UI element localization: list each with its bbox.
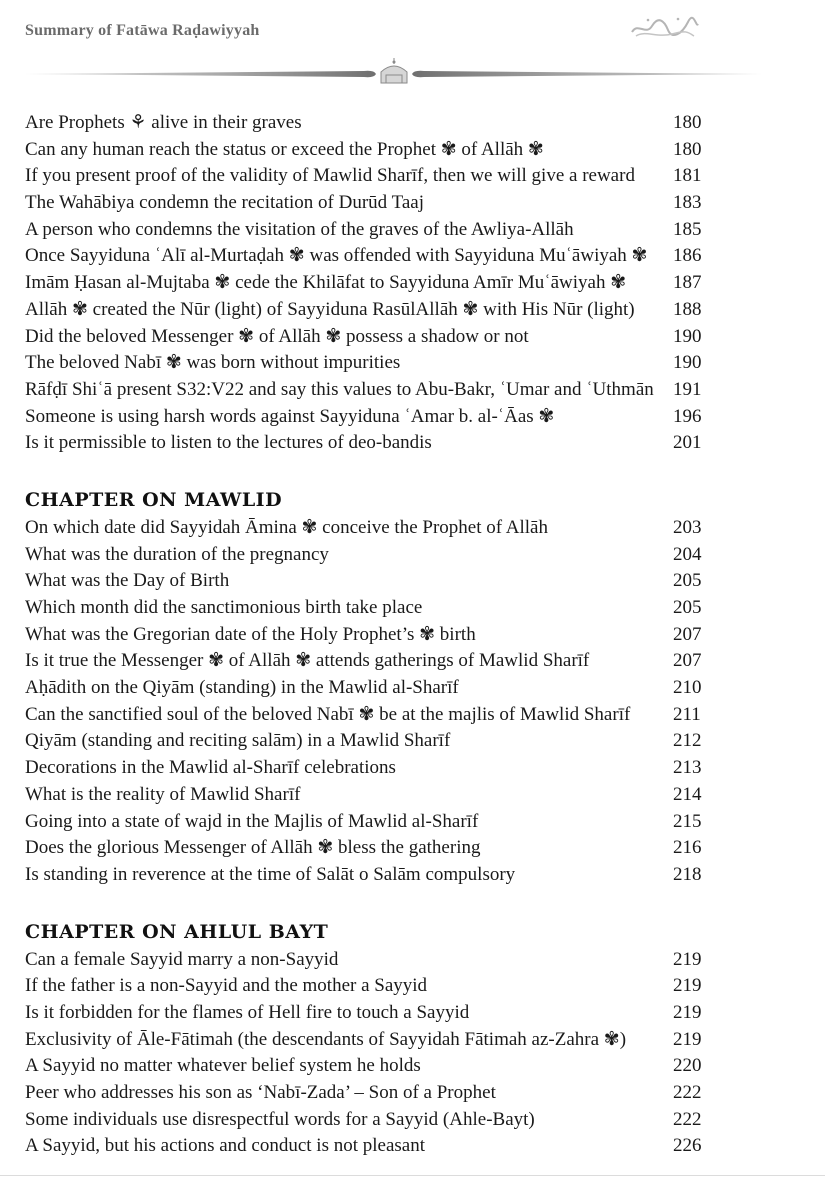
toc-entry-page-number: 211 [673, 703, 701, 725]
toc-entry[interactable] [25, 1000, 725, 1027]
table-of-contents [25, 110, 725, 1160]
toc-entry-page-number: 219 [673, 1028, 702, 1050]
toc-entry-page-number: 213 [673, 757, 702, 779]
toc-entry-title: Allāh ✾ created the Nūr (light) of Sayyiduna RasūlAllāh ✾ with His Nūr (light) [25, 298, 635, 320]
toc-entry-title: Imām Ḥasan al-Mujtaba ✾ cede the Khilāfat to Sayyiduna Amīr Muʿāwiyah ✾ [25, 272, 627, 294]
toc-section-2 [25, 515, 725, 889]
toc-entry[interactable] [25, 163, 725, 190]
toc-entry-title: Is it true the Messenger ✾ of Allāh ✾ attends gatherings of Mawlid Sharīf [25, 650, 590, 672]
toc-entry-title: Going into a state of wajd in the Majlis of Mawlid al-Sharīf [25, 810, 479, 832]
toc-entry[interactable] [25, 1133, 725, 1160]
toc-entry[interactable] [25, 973, 725, 1000]
toc-entry-page-number: 222 [673, 1108, 702, 1130]
toc-entry[interactable] [25, 515, 725, 542]
toc-entry-title: What is the reality of Mawlid Sharīf [25, 783, 301, 805]
toc-entry[interactable] [25, 324, 725, 351]
toc-entry[interactable] [25, 782, 725, 809]
toc-entry-page-number: 203 [673, 516, 702, 538]
toc-entry-title: Someone is using harsh words against Sayyiduna ʿAmar b. al-ʿĀas ✾ [25, 405, 555, 427]
toc-entry-page-number: 212 [673, 730, 702, 752]
toc-entry[interactable] [25, 110, 725, 137]
toc-entry-page-number: 180 [673, 138, 702, 160]
toc-section-3 [25, 947, 725, 1161]
toc-entry[interactable] [25, 835, 725, 862]
toc-entry-title: A Sayyid no matter whatever belief system he holds [25, 1055, 421, 1077]
toc-entry-title: Can any human reach the status or exceed the Prophet ✾ of Allāh ✾ [25, 138, 544, 160]
toc-entry-title: Can a female Sayyid marry a non-Sayyid [25, 948, 339, 970]
toc-entry-page-number: 210 [673, 677, 702, 699]
toc-entry-page-number: 201 [673, 432, 702, 454]
toc-entry[interactable] [25, 217, 725, 244]
toc-entry[interactable] [25, 675, 725, 702]
toc-entry-title: Aḥādith on the Qiyām (standing) in the Mawlid al-Sharīf [25, 677, 459, 699]
toc-entry-page-number: 196 [673, 405, 702, 427]
toc-entry[interactable] [25, 568, 725, 595]
toc-entry[interactable] [25, 809, 725, 836]
toc-entry[interactable] [25, 595, 725, 622]
toc-entry[interactable] [25, 1053, 725, 1080]
toc-entry[interactable] [25, 862, 725, 889]
toc-entry-title: If you present proof of the validity of Mawlid Sharīf, then we will give a reward [25, 165, 635, 187]
toc-entry[interactable] [25, 947, 725, 974]
toc-entry[interactable] [25, 137, 725, 164]
toc-entry-page-number: 207 [673, 650, 702, 672]
toc-entry-page-number: 190 [673, 352, 702, 374]
toc-entry-page-number: 220 [673, 1055, 702, 1077]
toc-entry-page-number: 204 [673, 543, 702, 565]
toc-entry[interactable] [25, 622, 725, 649]
toc-entry-title: Peer who addresses his son as ‘Nabī-Zada’ – Son of a Prophet [25, 1082, 496, 1103]
toc-entry[interactable] [25, 270, 725, 297]
toc-entry[interactable] [25, 1107, 725, 1134]
toc-entry-title: Once Sayyiduna ʿAlī al-Murtaḍah ✾ was offended with Sayyiduna Muʿāwiyah ✾ [25, 245, 648, 267]
toc-entry[interactable] [25, 702, 725, 729]
toc-entry-page-number: 183 [673, 192, 702, 214]
toc-entry[interactable] [25, 350, 725, 377]
toc-entry-page-number: 226 [673, 1135, 702, 1157]
dome-ornament-icon [381, 58, 407, 83]
toc-entry-page-number: 191 [673, 378, 702, 400]
toc-entry-title: On which date did Sayyidah Āmina ✾ conceive the Prophet of Allāh [25, 516, 548, 538]
toc-entry-title: A person who condemns the visitation of the graves of the Awliya-Allāh [25, 218, 574, 240]
toc-entry[interactable] [25, 1080, 725, 1107]
toc-entry-title: Is standing in reverence at the time of Salāt o Salām compulsory [25, 863, 516, 885]
toc-entry-page-number: 205 [673, 570, 702, 592]
toc-entry-page-number: 215 [673, 810, 702, 832]
toc-entry-page-number: 180 [673, 112, 702, 133]
toc-entry-title: Can the sanctified soul of the beloved Nabī ✾ be at the majlis of Mawlid Sharīf [25, 703, 631, 725]
book-title: Summary of Fatāwa Raḍawiyyah [25, 22, 260, 39]
toc-entry-page-number: 190 [673, 325, 702, 347]
toc-entry-title: Is it permissible to listen to the lectures of deo-bandis [25, 432, 432, 454]
toc-entry-page-number: 188 [673, 298, 702, 320]
toc-entry[interactable] [25, 648, 725, 675]
chapter-heading-ahlul-bayt: CHAPTER ON AHLUL BAYT [25, 920, 329, 943]
toc-entry[interactable] [25, 190, 725, 217]
chapter-heading-mawlid: CHAPTER ON MAWLID [25, 488, 283, 511]
toc-entry-title: Rāfḍī Shiʿā present S32:V22 and say this values to Abu-Bakr, ʿUmar and ʿUthmān [25, 378, 654, 400]
toc-entry[interactable] [25, 377, 725, 404]
toc-entry[interactable] [25, 404, 725, 431]
toc-entry-title: Decorations in the Mawlid al-Sharīf celebrations [25, 757, 396, 779]
toc-entry[interactable] [25, 243, 725, 270]
toc-entry-title: What was the duration of the pregnancy [25, 543, 329, 565]
toc-entry-page-number: 205 [673, 597, 702, 618]
toc-entry[interactable] [25, 1027, 725, 1054]
toc-entry-title: Are Prophets ⚘ alive in their graves [25, 112, 302, 133]
toc-entry-page-number: 185 [673, 218, 702, 240]
toc-entry-page-number: 219 [673, 1001, 702, 1023]
toc-section-1 [25, 110, 725, 457]
toc-entry-page-number: 214 [673, 783, 702, 805]
toc-entry-page-number: 219 [673, 948, 702, 970]
toc-entry-title: Qiyām (standing and reciting salām) in a Mawlid Sharīf [25, 730, 451, 752]
toc-entry-title: If the father is a non-Sayyid and the mother a Sayyid [25, 975, 428, 997]
toc-entry-title: Which month did the sanctimonious birth take place [25, 597, 423, 618]
toc-entry-title: The Wahābiya condemn the recitation of Durūd Taaj [25, 192, 424, 214]
toc-entry-title: Does the glorious Messenger of Allāh ✾ bless the gathering [25, 837, 481, 859]
toc-entry-title: What was the Gregorian date of the Holy Prophet’s ✾ birth [25, 623, 476, 645]
toc-entry-page-number: 218 [673, 863, 702, 885]
toc-entry-title: Some individuals use disrespectful words for a Sayyid (Ahle-Bayt) [25, 1108, 535, 1130]
toc-entry-title: What was the Day of Birth [25, 570, 230, 592]
toc-entry-page-number: 222 [673, 1082, 702, 1103]
toc-entry-page-number: 186 [673, 245, 702, 267]
toc-entry[interactable] [25, 728, 725, 755]
toc-entry[interactable] [25, 755, 725, 782]
toc-entry-title: A Sayyid, but his actions and conduct is not pleasant [25, 1135, 426, 1157]
toc-entry-title: Exclusivity of Āle-Fātimah (the descendants of Sayyidah Fātimah az-Zahra ✾) [25, 1028, 627, 1050]
toc-entry[interactable] [25, 542, 725, 569]
toc-entry-title: Did the beloved Messenger ✾ of Allāh ✾ possess a shadow or not [25, 325, 529, 347]
toc-entry[interactable] [25, 430, 725, 457]
header-divider [24, 58, 764, 86]
toc-entry-page-number: 207 [673, 623, 702, 645]
toc-entry[interactable] [25, 297, 725, 324]
toc-entry-title: The beloved Nabī ✾ was born without impurities [25, 352, 401, 374]
toc-entry-title: Is it forbidden for the flames of Hell fire to touch a Sayyid [25, 1001, 470, 1023]
toc-entry-page-number: 181 [673, 165, 702, 187]
calligraphy-logo-icon [628, 14, 700, 40]
toc-entry-page-number: 219 [673, 975, 702, 997]
toc-entry-page-number: 216 [673, 837, 702, 859]
toc-entry-page-number: 187 [673, 272, 702, 294]
page-bottom-rule [0, 1175, 825, 1176]
